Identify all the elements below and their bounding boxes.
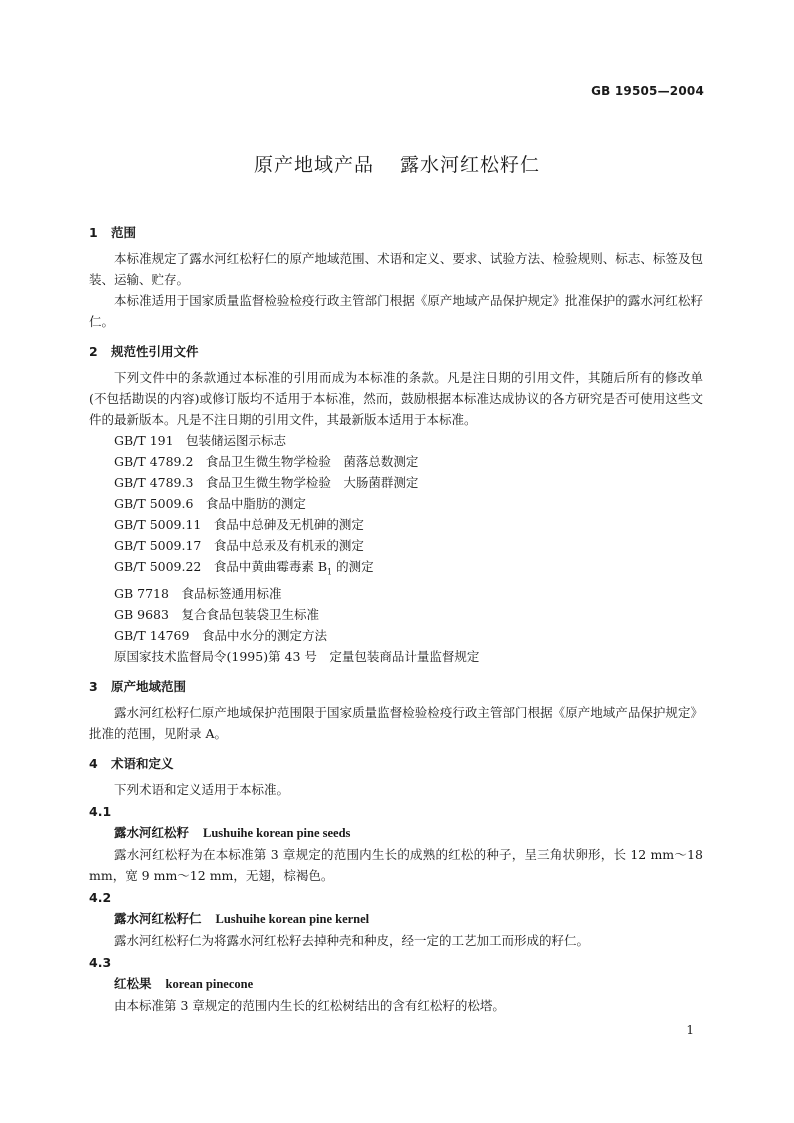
term-number: 4.1 — [89, 803, 112, 819]
references-intro-paragraph: 下列文件中的条款通过本标准的引用而成为本标准的条款。凡是注日期的引用文件，其随后所有的修改单(不包括勘误的内容)或修订版均不适用于本标准，然而，鼓励根据本标准达成协议的各方研究是否可使用这些文件的最新版本。凡是不注日期的引用文件，其最新版本适用于本标准。 — [89, 370, 703, 427]
reference-item: 原国家技术监督局令(1995)第 43 号 定量包装商品计量监督规定 — [114, 648, 480, 664]
section-title: 范围 — [111, 225, 137, 240]
term-zh: 露水河红松籽仁 — [114, 910, 202, 926]
reference-item: GB 7718 食品标签通用标准 — [114, 585, 282, 601]
section-4-heading — [89, 755, 703, 773]
title-part-1: 原产地域产品 — [253, 154, 374, 176]
standard-number: GB 19505—2004 — [591, 84, 704, 98]
reference-text-tail: 的测定 — [332, 559, 374, 574]
title-part-2: 露水河红松籽仁 — [400, 154, 541, 176]
reference-text: GB/T 5009.22 食品中黄曲霉毒素 B — [114, 559, 328, 574]
term-heading — [89, 973, 703, 995]
section-1-heading — [89, 224, 703, 242]
reference-item: GB/T 4789.3 食品卫生微生物学检验 大肠菌群测定 — [114, 475, 419, 490]
term-heading — [89, 822, 703, 844]
term-number: 4.2 — [89, 889, 112, 905]
reference-item: GB/T 191 包装储运图示标志 — [114, 433, 287, 448]
term-heading — [89, 908, 703, 930]
reference-item: GB/T 5009.17 食品中总汞及有机汞的测定 — [114, 538, 364, 553]
section-title: 术语和定义 — [111, 755, 174, 771]
reference-item: GB/T 5009.11 食品中总砷及无机砷的测定 — [114, 517, 364, 532]
term-en: korean pinecone — [165, 976, 254, 991]
section-2-heading — [89, 343, 703, 361]
section-title: 规范性引用文件 — [111, 344, 199, 359]
term-zh: 红松果 — [114, 975, 152, 991]
page-number: 1 — [686, 1023, 694, 1037]
origin-area-paragraph: 露水河红松籽仁原产地域保护范围限于国家质量监督检验检疫行政主管部门根据《原产地域产品保护规定》批准的范围，见附录 A。 — [89, 704, 703, 741]
term-definition: 由本标准第 3 章规定的范围内生长的红松树结出的含有红松籽的松塔。 — [114, 997, 505, 1013]
section-number: 4 — [89, 755, 98, 771]
reference-item-aflatoxin — [89, 556, 703, 583]
page-title — [0, 150, 794, 177]
term-definition: 露水河红松籽为在本标准第 3 章规定的范围内生长的成熟的红松的种子，呈三角状卵形，长 12 mm～18 mm，宽 9 mm～12 mm，无翅，棕褐色。 — [89, 846, 703, 883]
term-definition: 露水河红松籽仁为将露水河红松籽去掉种壳和种皮，经一定的工艺加工而形成的籽仁。 — [114, 932, 590, 948]
section-3-heading — [89, 678, 703, 696]
reference-item: GB/T 14769 食品中水分的测定方法 — [114, 627, 327, 643]
term-zh: 露水河红松籽 — [114, 824, 190, 840]
term-en: Lushuihe korean pine kernel — [215, 911, 370, 926]
subscript: 1 — [327, 567, 333, 577]
term-en: Lushuihe korean pine seeds — [203, 825, 351, 840]
terms-intro-paragraph: 下列术语和定义适用于本标准。 — [114, 781, 290, 797]
section-number: 2 — [89, 344, 98, 359]
document-body — [89, 215, 703, 1016]
section-number: 1 — [89, 225, 98, 240]
reference-item: GB/T 4789.2 食品卫生微生物学检验 菌落总数测定 — [114, 454, 419, 469]
section-title: 原产地域范围 — [111, 678, 187, 694]
section-number: 3 — [89, 678, 98, 694]
reference-item: GB/T 5009.6 食品中脂肪的测定 — [114, 496, 306, 511]
scope-paragraph-2: 本标准适用于国家质量监督检验检疫行政主管部门根据《原产地域产品保护规定》批准保护的露水河红松籽仁。 — [89, 293, 703, 329]
reference-item: GB 9683 复合食品包装袋卫生标准 — [114, 606, 319, 622]
scope-paragraph-1: 本标准规定了露水河红松籽仁的原产地域范围、术语和定义、要求、试验方法、检验规则、标志、标签及包装、运输、贮存。 — [89, 251, 703, 287]
term-number: 4.3 — [89, 954, 112, 970]
